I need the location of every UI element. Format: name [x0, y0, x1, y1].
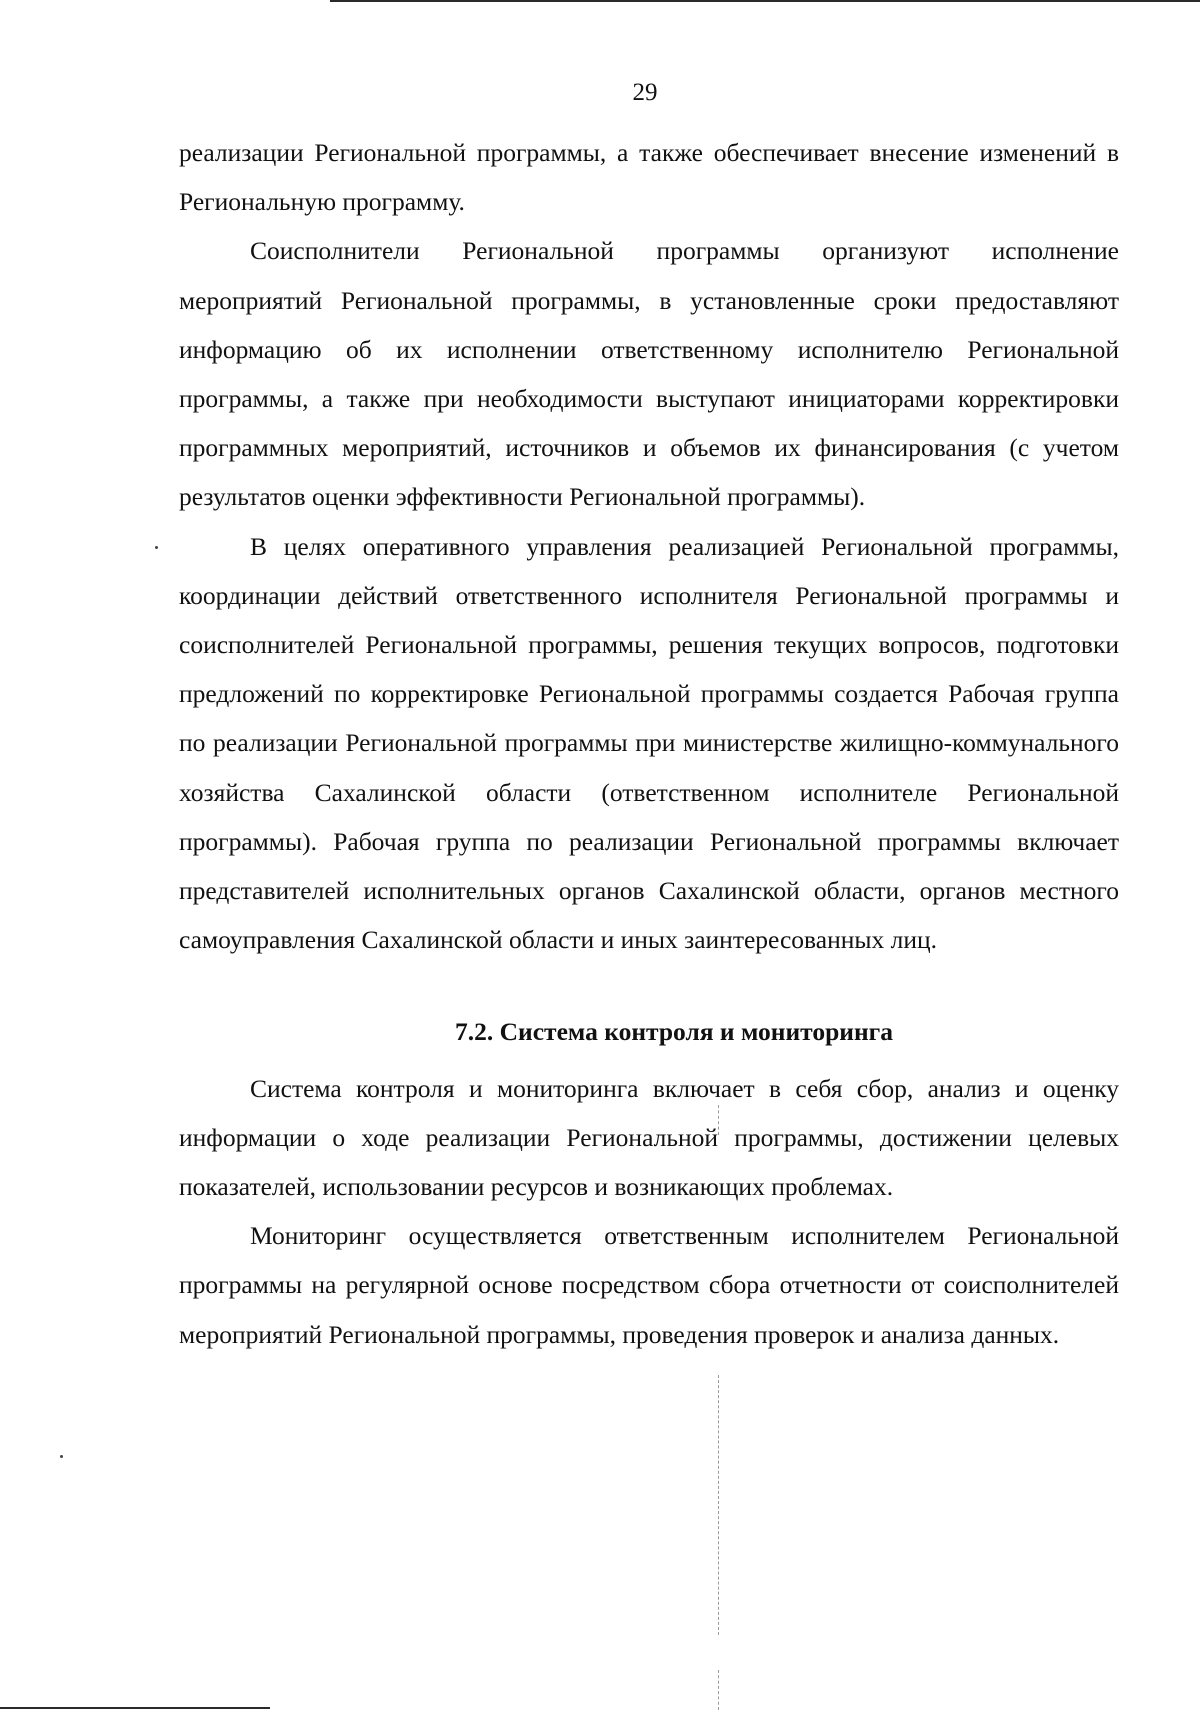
paragraph-monitoring: Мониторинг осуществляется ответственным исполнителем Региональной программы на регулярной основе посредством сбора отчетности от соисполнителей мероприятий Региональной программы, проведения проверок и анализа данных.	[179, 1221, 1119, 1349]
paragraph-continuation: реализации Региональной программы, а также обеспечивает внесение изменений в Региональную программу.	[179, 138, 1119, 217]
fold-mark	[718, 1375, 720, 1635]
section-heading: 7.2. Система контроля и мониторинга	[455, 1017, 893, 1047]
page-number: 29	[632, 79, 658, 106]
document-body	[179, 128, 1119, 1359]
paragraph-control-system: Система контроля и мониторинга включает в себя сбор, анализ и оценку информации о ходе реализации Региональной программы, достижении целевых показателей, использовании ресурсов и возникающих проблемах.	[179, 1073, 1119, 1202]
scan-speck	[60, 1455, 63, 1458]
scan-edge-top	[330, 0, 1200, 2]
scan-speck	[155, 546, 158, 549]
scan-edge-bottom	[0, 1707, 270, 1709]
paragraph-coexecutors: Соисполнители Региональной программы организуют исполнение мероприятий Региональной программы, в установленные сроки предоставляют информацию об их исполнении ответственному исполнителю Региональной программы, а также при необходимости выступают инициаторами корректировки программных мероприятий, источников и объемов их финансирования (с учетом результатов оценки эффективности Региональной программы).	[179, 236, 1119, 512]
paragraph-working-group: В целях оперативного управления реализацией Региональной программы, координации действий ответственного исполнителя Региональной программы и соисполнителей Региональной программы, решения текущих вопросов, подготовки предложений по корректировке Региональной программы создается Рабочая группа по реализации Региональной программы при министерстве жилищно-коммунального хозяйства Сахалинской области (ответственном исполнителе Региональной программы). Рабочая группа по реализации Региональной программы включает представителей исполнительных органов Сахалинской области, органов местного самоуправления Сахалинской области и иных заинтересованных лиц.	[179, 531, 1119, 955]
fold-mark	[718, 1670, 720, 1710]
